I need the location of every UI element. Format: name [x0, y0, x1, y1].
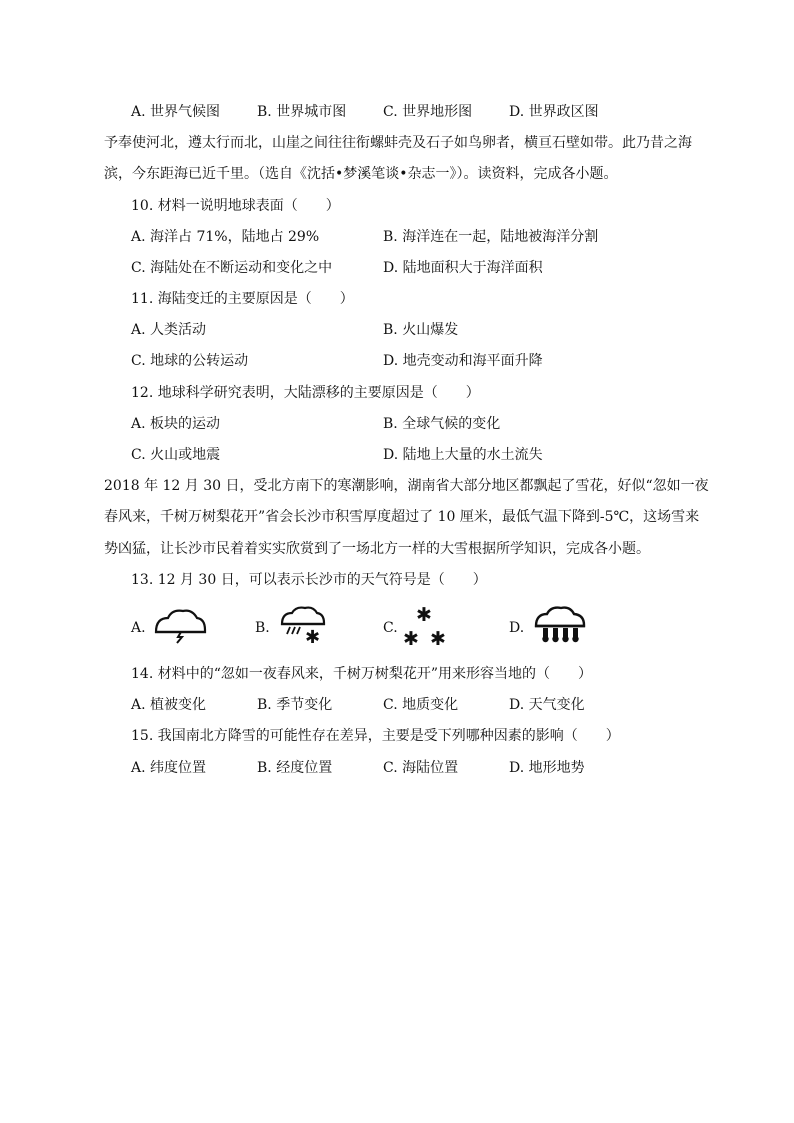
- q9-option-c[interactable]: C. 世界地形图: [383, 104, 473, 120]
- sleet-symbol-icon[interactable]: [278, 604, 328, 646]
- q12-option-a[interactable]: A. 板块的运动: [131, 416, 221, 432]
- q10-option-b[interactable]: B. 海洋连在一起，陆地被海洋分割: [383, 229, 599, 245]
- q14-options: [0, 696, 794, 716]
- q9-option-b[interactable]: B. 世界城市图: [257, 104, 347, 120]
- q11-stem: 11. 海陆变迁的主要原因是（ ）: [131, 291, 354, 307]
- q12-options-row2: [0, 446, 794, 466]
- thunderstorm-symbol-icon[interactable]: [152, 606, 208, 646]
- q13-label-a[interactable]: A.: [131, 620, 146, 636]
- q13-label-d[interactable]: D.: [509, 620, 525, 636]
- passage1-line2: 滨，今东距海已近千里。（选自《沈括•梦溪笔谈•杂志一》）。读资料，完成各小题。: [104, 166, 618, 182]
- q13-stem: 13. 12 月 30 日，可以表示长沙市的天气符号是（ ）: [131, 572, 487, 588]
- q13-label-c[interactable]: C.: [383, 620, 398, 636]
- svg-text:✱: ✱: [430, 628, 446, 649]
- q12-stem: 12. 地球科学研究表明，大陆漂移的主要原因是（ ）: [131, 385, 480, 401]
- q11-options-row2: [0, 352, 794, 372]
- passage1-line1: 予奉使河北，遵太行而北，山崖之间往往衔螺蚌壳及石子如鸟卵者，横亘石壁如带。此乃昔之海: [104, 135, 692, 151]
- q10-options-row2: [0, 259, 794, 279]
- q10-option-a[interactable]: A. 海洋占 71%，陆地占 29%: [131, 229, 320, 245]
- svg-text:✱: ✱: [403, 628, 419, 649]
- passage2-line3: 势凶猛，让长沙市民着着实实欣赏到了一场北方一样的大雪根据所学知识，完成各小题。: [104, 541, 650, 557]
- passage2-line1: 2018 年 12 月 30 日，受北方南下的寒潮影响，湖南省大部分地区都飘起了雪花，好似“忽如一夜: [104, 478, 709, 494]
- q14-option-b[interactable]: B. 季节变化: [257, 697, 333, 713]
- q12-options-row1: [0, 415, 794, 435]
- q12-option-b[interactable]: B. 全球气候的变化: [383, 416, 501, 432]
- q15-option-d[interactable]: D. 地形地势: [509, 760, 585, 776]
- q14-option-d[interactable]: D. 天气变化: [509, 697, 585, 713]
- q11-option-a[interactable]: A. 人类活动: [131, 322, 207, 338]
- heavy-rain-symbol-icon[interactable]: [532, 604, 588, 646]
- svg-text:✱: ✱: [305, 627, 321, 646]
- q9-options: [0, 103, 794, 123]
- q14-option-c[interactable]: C. 地质变化: [383, 697, 459, 713]
- q10-stem: 10. 材料一说明地球表面（ ）: [131, 198, 340, 214]
- q13-label-b[interactable]: B.: [255, 620, 270, 636]
- q11-option-c[interactable]: C. 地球的公转运动: [131, 353, 249, 369]
- q11-option-b[interactable]: B. 火山爆发: [383, 322, 459, 338]
- q10-option-d[interactable]: D. 陆地面积大于海洋面积: [383, 260, 543, 276]
- q15-option-a[interactable]: A. 纬度位置: [131, 760, 207, 776]
- q12-option-c[interactable]: C. 火山或地震: [131, 447, 221, 463]
- q10-option-c[interactable]: C. 海陆处在不断运动和变化之中: [131, 260, 333, 276]
- passage2-line2: 春风来，千树万树梨花开”省会长沙市积雪厚度超过了 10 厘米，最低气温下降到-5℃，这场雪来: [104, 509, 700, 525]
- q9-option-d[interactable]: D. 世界政区图: [509, 104, 599, 120]
- snow-symbol-icon[interactable]: [402, 603, 454, 649]
- q10-options-row1: [0, 228, 794, 248]
- q14-stem: 14. 材料中的“忽如一夜春风来，千树万树梨花开”用来形容当地的（ ）: [131, 666, 593, 682]
- q14-option-a[interactable]: A. 植被变化: [131, 697, 207, 713]
- q15-option-c[interactable]: C. 海陆位置: [383, 760, 459, 776]
- q15-stem: 15. 我国南北方降雪的可能性存在差异，主要是受下列哪种因素的影响（ ）: [131, 728, 620, 744]
- q11-option-d[interactable]: D. 地壳变动和海平面升降: [383, 353, 543, 369]
- svg-text:✱: ✱: [416, 604, 432, 626]
- q12-option-d[interactable]: D. 陆地上大量的水土流失: [383, 447, 543, 463]
- q15-options: [0, 759, 794, 779]
- q9-option-a[interactable]: A. 世界气候图: [131, 104, 221, 120]
- q15-option-b[interactable]: B. 经度位置: [257, 760, 333, 776]
- q11-options-row1: [0, 321, 794, 341]
